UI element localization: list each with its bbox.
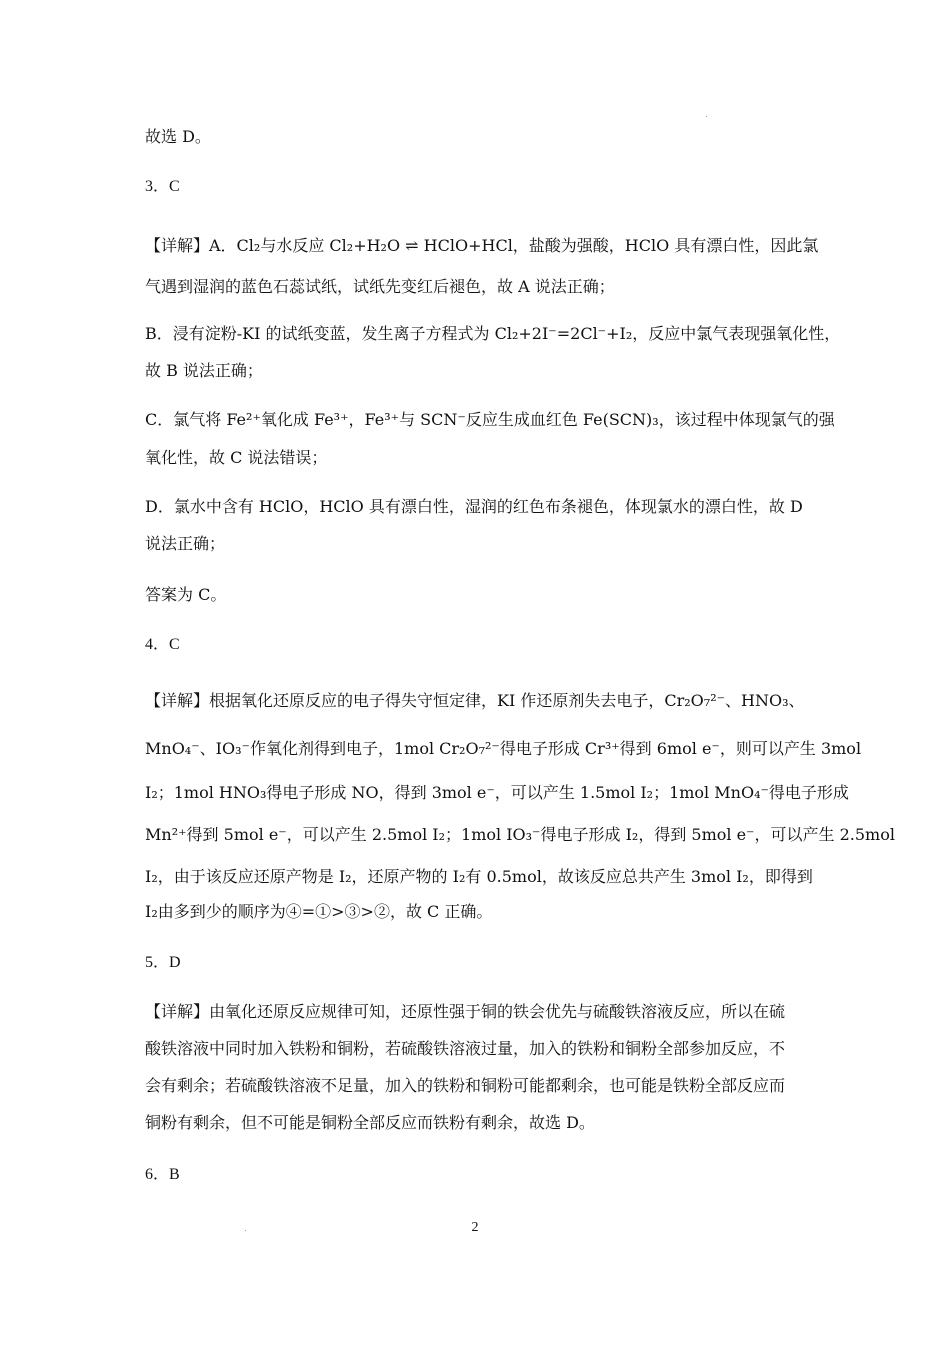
text-line: 会有剩余；若硫酸铁溶液不足量，加入的铁粉和铜粉可能都剩余，也可能是铁粉全部反应而 bbox=[145, 1076, 786, 1095]
text-line: 酸铁溶液中同时加入铁粉和铜粉，若硫酸铁溶液过量，加入的铁粉和铜粉全部参加反应，不 bbox=[145, 1039, 786, 1058]
scan-speck bbox=[245, 1230, 246, 1231]
question-number: 3．C bbox=[145, 178, 180, 195]
page-number: 2 bbox=[471, 1220, 479, 1235]
text-line: D．氯水中含有 HClO，HClO 具有漂白性，湿润的红色布条褪色，体现氯水的漂白性，故 D bbox=[145, 497, 803, 516]
text-line: 故 B 说法正确； bbox=[145, 361, 263, 380]
text-line: Mn²⁺得到 5mol e⁻，可以产生 2.5mol I₂；1mol IO₃⁻得电子形成 I₂，得到 5mol e⁻，可以产生 2.5mol bbox=[145, 825, 895, 844]
text-line: 气遇到湿润的蓝色石蕊试纸，试纸先变红后褪色，故 A 说法正确； bbox=[145, 277, 615, 296]
text-line: I₂由多到少的顺序为④=①>③>②，故 C 正确。 bbox=[145, 902, 493, 921]
text-line: 【详解】根据氧化还原反应的电子得失守恒定律，KI 作还原剂失去电子，Cr₂O₇²⁻、HNO₃、 bbox=[145, 691, 805, 710]
text-line: I₂，由于该反应还原产物是 I₂，还原产物的 I₂有 0.5mol，故该反应总共产生 3mol I₂，即得到 bbox=[145, 867, 813, 886]
text-line: 说法正确； bbox=[145, 534, 226, 553]
text-line: 【详解】A．Cl₂与水反应 Cl₂+H₂O ⇌ HClO+HCl，盐酸为强酸，HClO 具有漂白性，因此氯 bbox=[145, 236, 819, 255]
text-line: 氧化性，故 C 说法错误； bbox=[145, 448, 328, 467]
text-line: 故选 D。 bbox=[145, 127, 211, 146]
text-line: I₂；1mol HNO₃得电子形成 NO，得到 3mol e⁻，可以产生 1.5mol I₂；1mol MnO₄⁻得电子形成 bbox=[145, 783, 849, 802]
question-number: 6．B bbox=[145, 1166, 180, 1183]
question-number: 5．D bbox=[145, 954, 181, 971]
text-line: 答案为 C。 bbox=[145, 585, 227, 604]
question-number: 4．C bbox=[145, 636, 180, 653]
text-line: 铜粉有剩余，但不可能是铜粉全部反应而铁粉有剩余，故选 D。 bbox=[145, 1113, 595, 1132]
text-line: B．浸有淀粉-KI 的试纸变蓝，发生离子方程式为 Cl₂+2I⁻=2Cl⁻+I₂，反应中氯气表现强氧化性， bbox=[145, 324, 841, 343]
text-line: 【详解】由氧化还原反应规律可知，还原性强于铜的铁会优先与硫酸铁溶液反应，所以在硫 bbox=[145, 1002, 786, 1021]
scan-speck bbox=[706, 116, 707, 117]
text-line: MnO₄⁻、IO₃⁻作氧化剂得到电子，1mol Cr₂O₇²⁻得电子形成 Cr³⁺得到 6mol e⁻，则可以产生 3mol bbox=[145, 739, 862, 758]
text-line: C．氯气将 Fe²⁺氧化成 Fe³⁺，Fe³⁺与 SCN⁻反应生成血红色 Fe(SCN)₃，该过程中体现氯气的强 bbox=[145, 410, 835, 429]
